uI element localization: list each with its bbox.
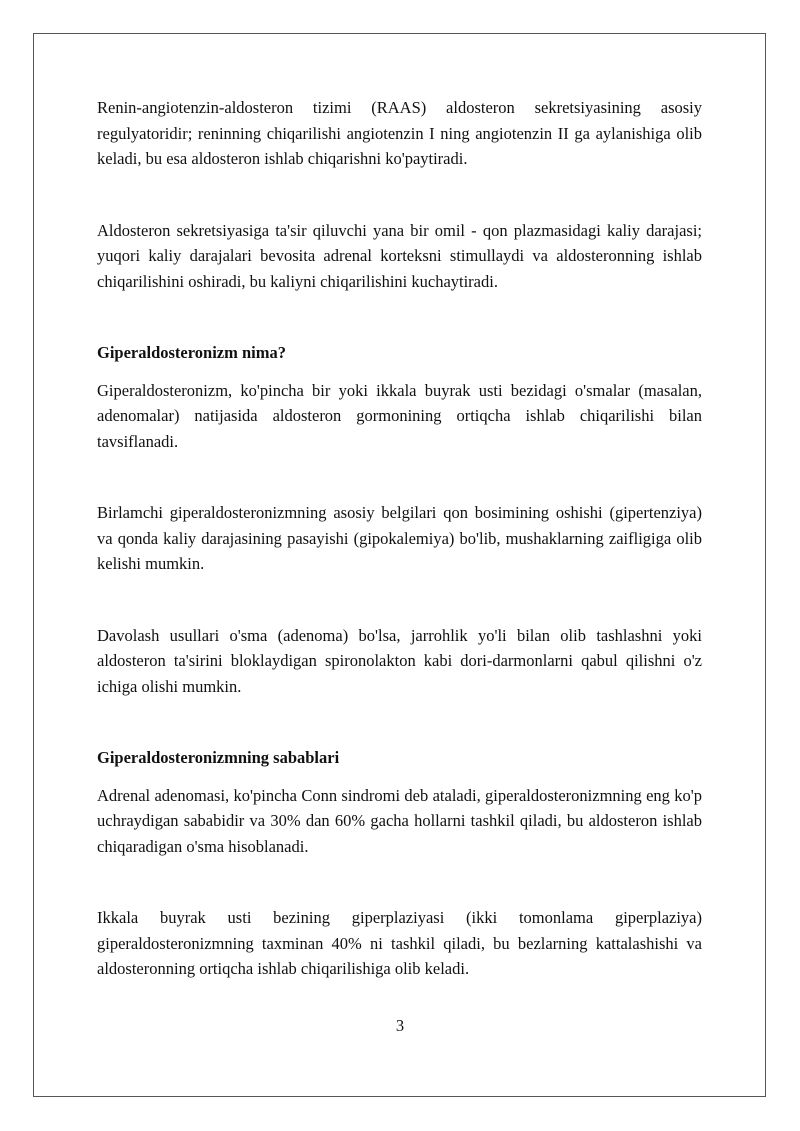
- paragraph-hyperplasia: Ikkala buyrak usti bezining giperplaziyasi (ikki tomonlama giperplaziya) giperaldosteronizmning taxminan 40% ni tashkil qiladi, bu bezlarning kattalashishi va aldosteronning ortiqcha ishlab chiqarilishiga olib keladi.: [97, 908, 702, 978]
- paragraph-adenoma: Adrenal adenomasi, ko'pincha Conn sindromi deb ataladi, giperaldosteronizmning eng ko'p uchraydigan sababidir va 30% dan 60% gacha hollarni tashkil qiladi, bu aldosteron ishlab chiqaradigan o'sma hisoblanadi.: [97, 785, 702, 856]
- paragraph-potassium: Aldosteron sekretsiyasiga ta'sir qiluvchi yana bir omil - qon plazmasidagi kaliy darajasi; yuqori kaliy darajalari bevosita adrenal korteksni stimullaydi va aldosteronning ishlab chiqarilishini oshiradi, bu kaliyni chiqarilishini kuchaytiradi.: [97, 220, 702, 291]
- paragraph-treatment: Davolash usullari o'sma (adenoma) bo'lsa, jarrohlik yo'li bilan olib tashlashni yoki aldosteron ta'sirini bloklaydigan spironolakton kabi dori-darmonlarni qabul qilishni o'z ichiga olishi mumkin.: [97, 625, 702, 696]
- heading-causes: Giperaldosteronizmning sabablari: [97, 748, 340, 767]
- paragraph-definition: Giperaldosteronizm, ko'pincha bir yoki ikkala buyrak usti bezidagi o'smalar (masalan, adenomalar) natijasida aldosteron gormonining ortiqcha ishlab chiqarilishi bilan tavsiflanadi.: [97, 380, 702, 451]
- heading-what-is: Giperaldosteronizm nima?: [97, 343, 286, 362]
- page-number: 3: [395, 1016, 405, 1035]
- paragraph-symptoms: Birlamchi giperaldosteronizmning asosiy belgilari qon bosimining oshishi (gipertenziya) va qonda kaliy darajasining pasayishi (gipokalemiya) bo'lib, mushaklarning zaifligiga olib kelishi mumkin.: [97, 503, 702, 573]
- document-body: [97, 95, 702, 982]
- paragraph-raas: Renin-angiotenzin-aldosteron tizimi (RAAS) aldosteron sekretsiyasining asosiy regulyatoridir; reninning chiqarilishi angiotenzin I ning angiotenzin II ga aylanishiga olib keladi, bu esa aldosteron ishlab chiqarishni ko'paytiradi.: [97, 98, 702, 168]
